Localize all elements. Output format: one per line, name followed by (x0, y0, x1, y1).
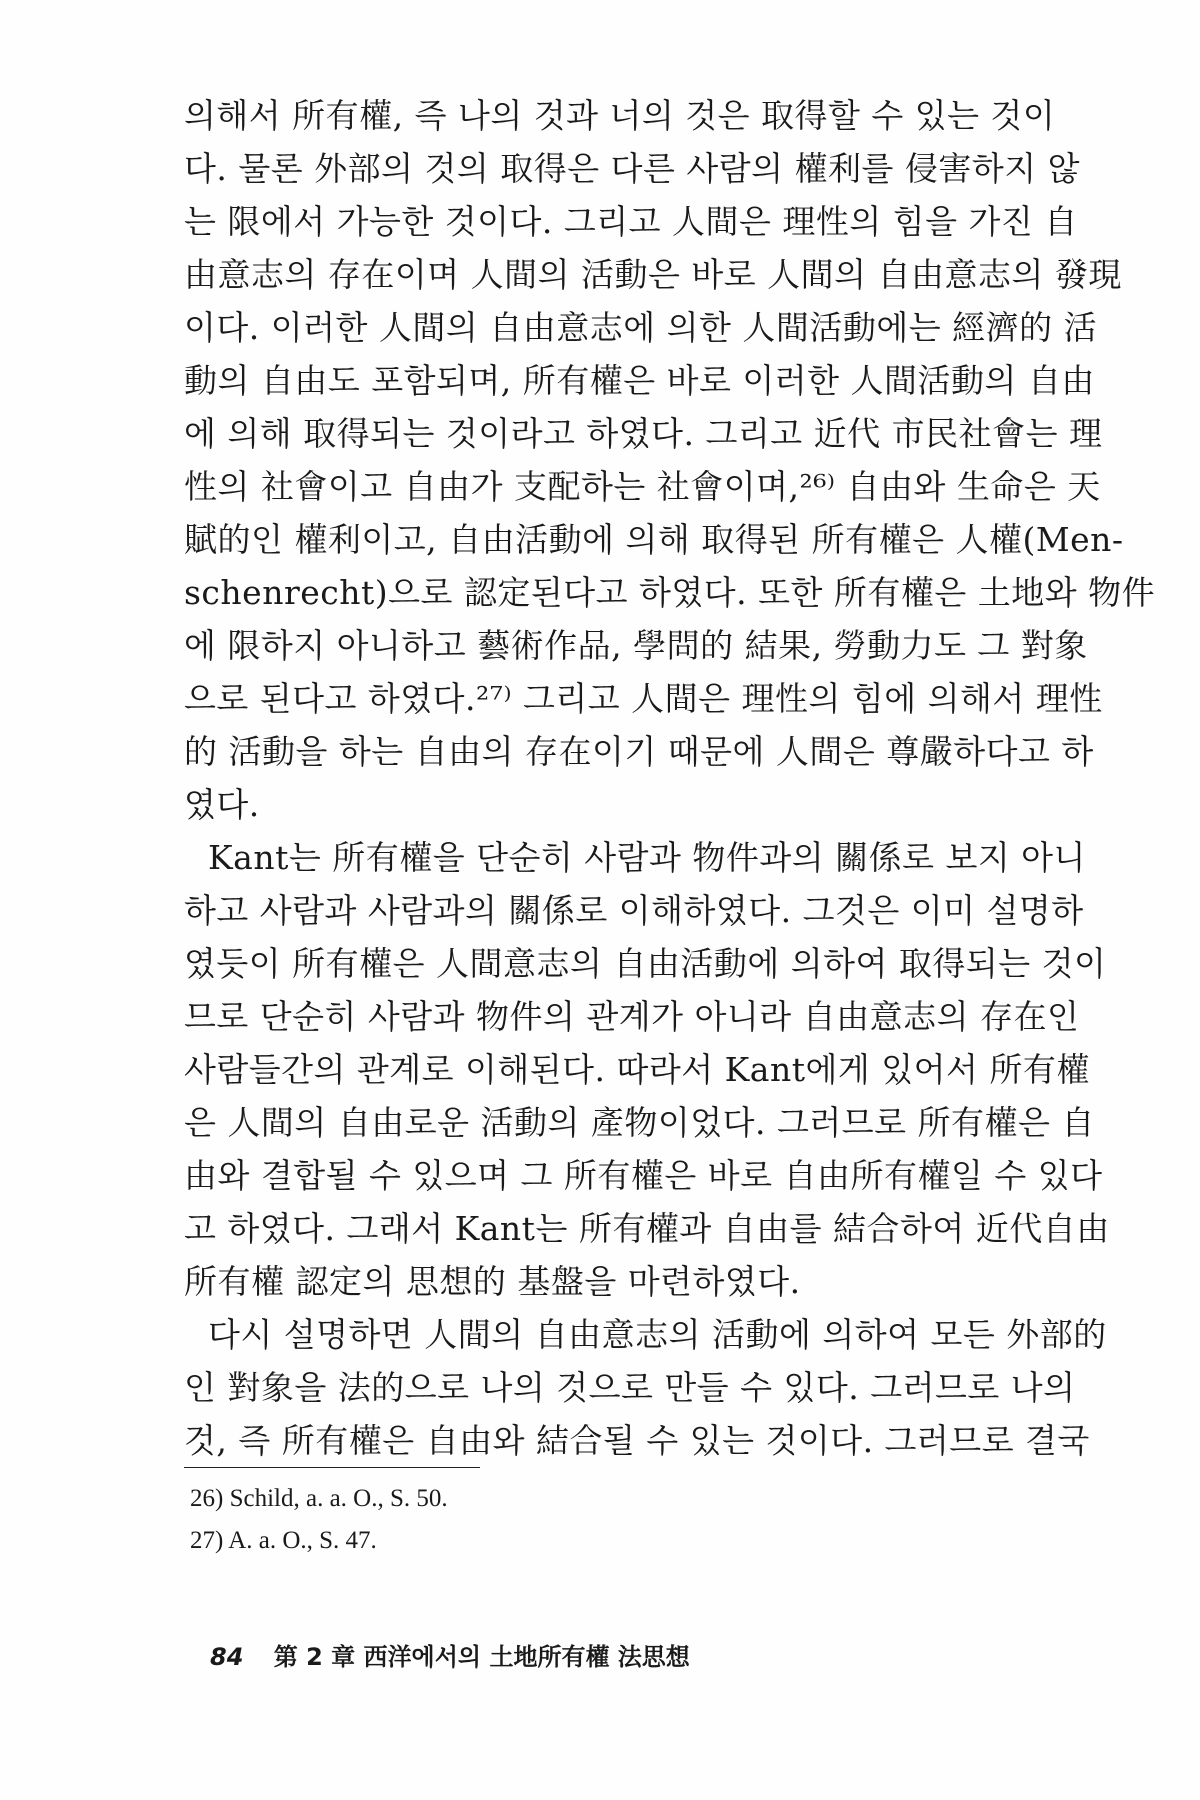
text-line: 由와 결합될 수 있으며 그 所有權은 바로 自由所有權일 수 있다 (184, 1156, 1103, 1195)
page-number: 84 (210, 1643, 244, 1671)
text-line: 動의 自由도 포함되며, 所有權은 바로 이러한 人間活動의 自由 (184, 361, 1095, 400)
text-line: 하고 사람과 사람과의 關係로 이해하였다. 그것은 이미 설명하 (184, 891, 1084, 930)
footnote-27: 27) A. a. O., S. 47. (190, 1527, 377, 1554)
running-head: 第 2 章 西洋에서의 土地所有權 法思想 (273, 1643, 690, 1671)
text-line: 사람들간의 관계로 이해된다. 따라서 Kant에게 있어서 所有權 (184, 1050, 1090, 1089)
text-line: 였듯이 所有權은 人間意志의 自由活動에 의하여 取得되는 것이 (184, 944, 1107, 983)
page-footer (210, 1637, 690, 1672)
text-line: 것, 즉 所有權은 自由와 結合될 수 있는 것이다. 그러므로 결국 (184, 1421, 1090, 1460)
text-line: 에 의해 取得되는 것이라고 하였다. 그리고 近代 市民社會는 理 (184, 414, 1103, 453)
text-line: 이다. 이러한 人間의 自由意志에 의한 人間活動에는 經濟的 活 (184, 308, 1098, 347)
text-line: 所有權 認定의 思想的 基盤을 마련하였다. (184, 1262, 801, 1301)
footnote-divider (184, 1467, 480, 1468)
text-line: 은 人間의 自由로운 活動의 產物이었다. 그러므로 所有權은 自 (184, 1103, 1095, 1142)
text-line: 의해서 所有權, 즉 나의 것과 너의 것은 取得할 수 있는 것이 (184, 96, 1056, 135)
text-line: 므로 단순히 사람과 物件의 관계가 아니라 自由意志의 存在인 (184, 997, 1080, 1036)
text-line: 고 하였다. 그래서 Kant는 所有權과 自由를 結合하여 近代自由 (184, 1209, 1110, 1248)
text-line: 다. 물론 外部의 것의 取得은 다른 사람의 權利를 侵害하지 않 (184, 149, 1080, 188)
footnote-26: 26) Schild, a. a. O., S. 50. (190, 1485, 448, 1512)
text-line: 인 對象을 法的으로 나의 것으로 만들 수 있다. 그러므로 나의 (184, 1368, 1076, 1407)
text-line: 由意志의 存在이며 人間의 活動은 바로 人間의 自由意志의 發現 (184, 255, 1122, 294)
text-line: Kant는 所有權을 단순히 사람과 物件과의 關係로 보지 아니 (208, 838, 1086, 877)
body-text (184, 89, 1156, 1467)
text-line: 다시 설명하면 人間의 自由意志의 活動에 의하여 모든 外部的 (208, 1315, 1107, 1354)
text-line: 的 活動을 하는 自由의 存在이기 때문에 人間은 尊嚴하다고 하 (184, 732, 1094, 771)
text-line: schenrecht)으로 認定된다고 하였다. 또한 所有權은 土地와 物件 (184, 573, 1156, 612)
text-line: 에 限하지 아니하고 藝術作品, 學問的 結果, 勞動力도 그 對象 (184, 626, 1088, 665)
text-line: 으로 된다고 하였다.²⁷⁾ 그리고 人間은 理性의 힘에 의해서 理性 (184, 679, 1103, 718)
footnotes (190, 1478, 448, 1562)
text-line: 는 限에서 가능한 것이다. 그리고 人間은 理性의 힘을 가진 自 (184, 202, 1078, 241)
text-line: 였다. (184, 785, 260, 824)
text-line: 賦的인 權利이고, 自由活動에 의해 取得된 所有權은 人權(Men- (184, 520, 1124, 559)
text-line: 性의 社會이고 自由가 支配하는 社會이며,²⁶⁾ 自由와 生命은 天 (184, 467, 1101, 506)
